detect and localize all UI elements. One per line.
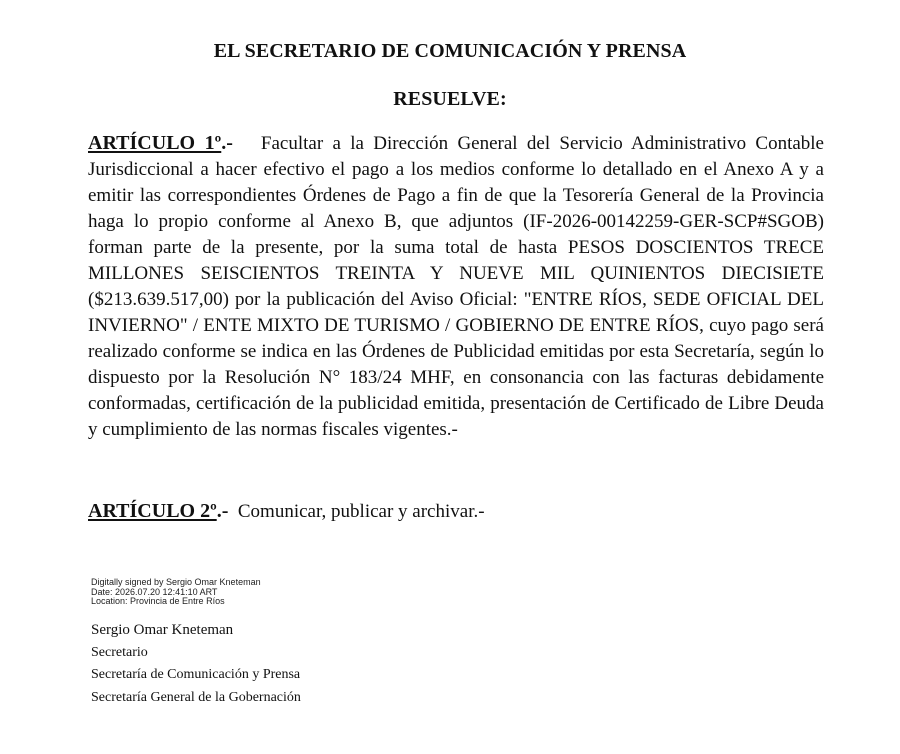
article-2-label	[88, 500, 228, 522]
article-1-suffix: .-	[221, 132, 233, 154]
article-2	[88, 498, 824, 525]
article-1-number: ARTÍCULO 1º	[88, 132, 222, 154]
authority-heading: EL SECRETARIO DE COMUNICACIÓN Y PRENSA	[213, 40, 687, 62]
article-1-text: Facultar a la Dirección General del Servicio Administrativo Contable Jurisdiccional a hacer efectivo el pago a los medios conforme lo detallado en el Anexo A y a emitir las correspondientes Órdenes de Pago a fin de que la Tesorería General de la Provincia haga lo propio conforme al Anexo B, que adjuntos (IF-2026-00142259-GER-SCP#SGOB) forman parte de la presente, por la suma total de hasta PESOS DOSCIENTOS TRECE MILLONES SEISCIENTOS TREINTA Y NUEVE MIL QUINIENTOS DIECISIETE ($213.639.517,00) por la publicación del Aviso Oficial: "ENTRE RÍOS, SEDE OFICIAL DEL INVIERNO" / ENTE MIXTO DE TURISMO / GOBIERNO DE ENTRE RÍOS, cuyo pago será realizado conforme se indica en las Órdenes de Publicidad emitidas por esta Secretaría, según lo dispuesto por la Resolución N° 183/24 MHF, en consonancia con las facturas debidamente conformadas, certificación de la publicidad emitida, presentación de Certificado de Libre Deuda y cumplimiento de las normas fiscales vigentes.-	[88, 133, 824, 440]
resolve-heading: RESUELVE:	[393, 88, 507, 110]
signature-location: Location: Provincia de Entre Ríos	[91, 596, 225, 606]
signature-signed-by: Digitally signed by Sergio Omar Kneteman	[91, 577, 261, 587]
article-2-text: Comunicar, publicar y archivar.-	[237, 501, 485, 522]
signer-block	[91, 619, 301, 709]
signer-office: Secretaría de Comunicación y Prensa	[91, 667, 301, 682]
article-1	[88, 130, 824, 443]
signer-role: Secretario	[91, 644, 148, 660]
signer-name: Sergio Omar Kneteman	[91, 622, 234, 638]
digital-signature-block	[91, 578, 261, 607]
signer-department: Secretaría General de la Gobernación	[91, 689, 301, 705]
signature-date: Date: 2026.07.20 12:41:10 ART	[91, 586, 218, 597]
article-2-suffix: .-	[216, 500, 229, 522]
article-2-number: ARTÍCULO 2º	[88, 500, 217, 522]
article-1-label	[88, 132, 233, 154]
